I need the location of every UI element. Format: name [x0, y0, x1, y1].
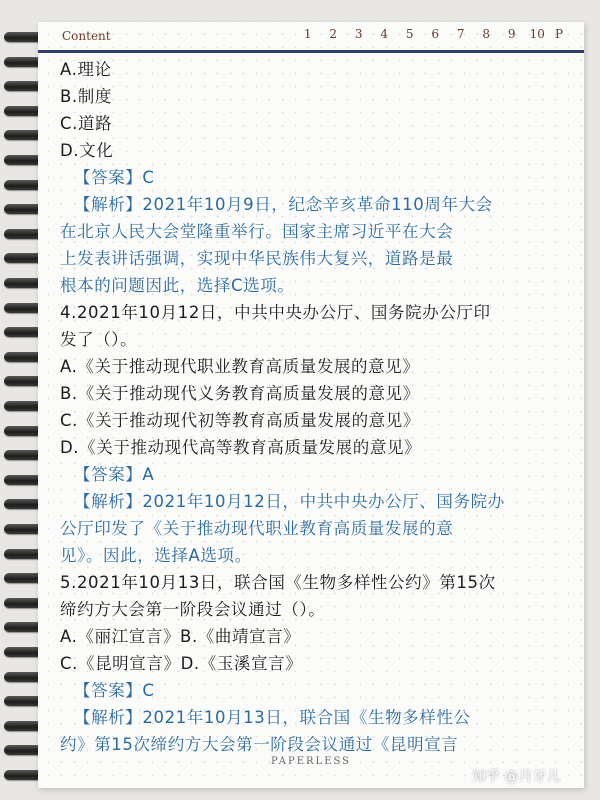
question-line: 缔约方大会第一阶段会议通过（）。: [60, 600, 326, 619]
answer-line: 在北京人民大会堂隆重举行。国家主席习近平在大会: [60, 222, 454, 241]
question-line: C.《关于推动现代初等教育高质量发展的意见》: [60, 411, 420, 430]
page-index-number: 10: [529, 27, 545, 41]
answer-line: 见》。因此，选择A选项。: [60, 546, 252, 565]
page-header: [38, 22, 584, 52]
header-content-label: Content: [62, 29, 111, 43]
question-line: A.理论: [60, 60, 112, 79]
page-index-number: 3: [354, 27, 363, 41]
page-index-number: 4: [380, 27, 389, 41]
answer-line: 【解析】2021年10月12日，中共中央办公厅、国务院办: [74, 492, 505, 511]
question-line: A.《丽江宣言》B.《曲靖宣言》: [60, 627, 301, 646]
answer-line: 【答案】C: [74, 681, 155, 700]
answer-line: 【答案】C: [74, 168, 155, 187]
question-line: C.道路: [60, 114, 113, 133]
notebook-page: [38, 22, 584, 788]
question-line: C.《昆明宣言》D.《玉溪宣言》: [60, 654, 303, 673]
answer-line: 【解析】2021年10月9日，纪念辛亥革命110周年大会: [74, 195, 493, 214]
answer-line: 【解析】2021年10月13日，联合国《生物多样性公: [74, 708, 471, 727]
page-index-number: 8: [482, 27, 491, 41]
page-index-number: 6: [431, 27, 440, 41]
question-line: 4.2021年10月12日，中共中央办公厅、国务院办公厅印: [60, 303, 491, 322]
page-footer-brand: PAPERLESS: [270, 756, 352, 767]
page-index-number: 9: [507, 27, 516, 41]
page-number-index: [295, 27, 568, 41]
answer-line: 约》第15次缔约方大会第一阶段会议通过《昆明宣言: [60, 735, 459, 754]
page-index-number: 5: [405, 27, 414, 41]
question-line: B.《关于推动现代义务教育高质量发展的意见》: [60, 384, 420, 403]
answer-line: 【答案】A: [74, 465, 155, 484]
question-line: D.《关于推动现代高等教育高质量发展的意见》: [60, 438, 422, 457]
question-line: A.《关于推动现代职业教育高质量发展的意见》: [60, 357, 420, 376]
page-index-number: 1: [303, 27, 312, 41]
note-text-body: [60, 56, 575, 758]
answer-line: 上发表讲话强调，实现中华民族伟大复兴，道路是最: [60, 249, 454, 268]
question-line: B.制度: [60, 87, 112, 106]
page-index-number: 7: [456, 27, 465, 41]
question-line: 5.2021年10月13日，联合国《生物多样性公约》第15次: [60, 573, 496, 592]
answer-line: 根本的问题因此，选择C选项。: [60, 276, 295, 295]
answer-line: 公厅印发了《关于推动现代职业教育高质量发展的意: [60, 519, 454, 538]
source-watermark: 知乎 @月牙儿: [472, 769, 561, 785]
header-divider: [38, 50, 584, 53]
page-index-number: P: [554, 27, 564, 41]
question-line: 发了（）。: [60, 330, 138, 349]
question-line: D.文化: [60, 141, 114, 160]
page-index-number: 2: [329, 27, 338, 41]
